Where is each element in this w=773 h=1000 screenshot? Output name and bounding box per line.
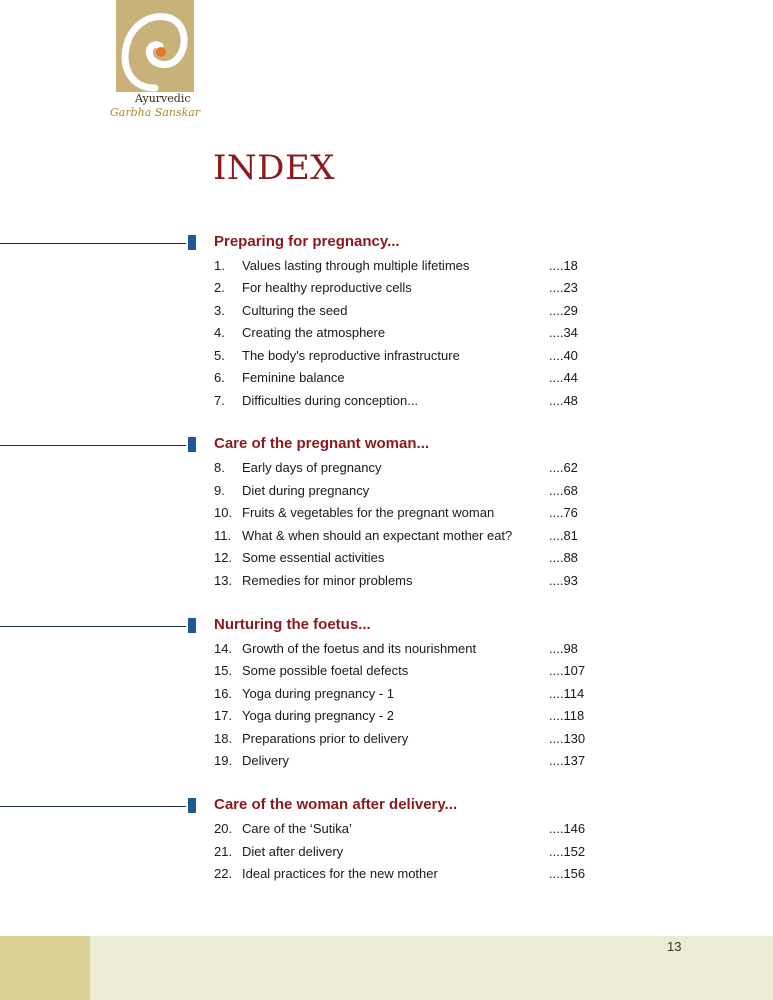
section-heading: Nurturing the foetus... xyxy=(214,616,371,633)
index-entry[interactable] xyxy=(0,370,773,392)
index-entry[interactable] xyxy=(0,573,773,595)
index-entry[interactable] xyxy=(0,258,773,280)
entry-page: ....34 xyxy=(549,325,578,340)
entry-title: Yoga during pregnancy - 1 xyxy=(242,686,395,701)
index-entry[interactable] xyxy=(0,393,773,415)
index-entry[interactable] xyxy=(0,731,773,753)
entry-title: Care of the ‘Sutika’ xyxy=(242,821,352,836)
page-title: INDEX xyxy=(213,148,335,188)
entry-page: ....93 xyxy=(549,573,578,588)
entry-title: Delivery xyxy=(242,753,289,768)
index-entry[interactable] xyxy=(0,753,773,775)
entry-number: 13. xyxy=(214,573,233,588)
entry-page: ....114 xyxy=(549,686,585,701)
entry-number: 5. xyxy=(214,348,225,363)
entry-title: For healthy reproductive cells xyxy=(242,280,412,295)
section-marker xyxy=(188,618,196,633)
entry-number: 22. xyxy=(214,866,233,881)
entry-title: Ideal practices for the new mother xyxy=(242,866,438,881)
entry-title: Creating the atmosphere xyxy=(242,325,386,340)
index-entry[interactable] xyxy=(0,821,773,843)
index-entry[interactable] xyxy=(0,528,773,550)
footer-band xyxy=(0,936,773,1000)
entry-title: Preparations prior to delivery xyxy=(242,731,409,746)
section-rule xyxy=(0,243,186,244)
footer-accent-block xyxy=(0,936,90,1000)
logo-text-line1: Ayurvedic xyxy=(135,92,191,105)
entry-number: 3. xyxy=(214,303,225,318)
entry-title: Feminine balance xyxy=(242,370,345,385)
entry-title: Diet during pregnancy xyxy=(242,483,370,498)
entry-page: ....29 xyxy=(549,303,578,318)
entry-page: ....88 xyxy=(549,550,578,565)
entry-page: ....48 xyxy=(549,393,578,408)
logo-text-line2: Garbha Sanskar xyxy=(110,106,201,119)
index-entry[interactable] xyxy=(0,708,773,730)
entry-title: Culturing the seed xyxy=(242,303,348,318)
entry-number: 21. xyxy=(214,844,233,859)
index-entry[interactable] xyxy=(0,325,773,347)
entry-page: ....18 xyxy=(549,258,578,273)
entry-page: ....23 xyxy=(549,280,578,295)
entry-number: 17. xyxy=(214,708,233,723)
entry-title: Growth of the foetus and its nourishment xyxy=(242,641,477,656)
section-heading: Preparing for pregnancy... xyxy=(214,233,400,250)
index-entry[interactable] xyxy=(0,303,773,325)
entry-title: Diet after delivery xyxy=(242,844,344,859)
entry-number: 14. xyxy=(214,641,233,656)
section-rule xyxy=(0,806,186,807)
index-entry[interactable] xyxy=(0,686,773,708)
entry-page: ....107 xyxy=(549,663,586,678)
entry-title: What & when should an expectant mother eat? xyxy=(242,528,513,543)
entry-title: Some possible foetal defects xyxy=(242,663,409,678)
index-entry[interactable] xyxy=(0,866,773,888)
entry-page: ....62 xyxy=(549,460,578,475)
section-marker xyxy=(188,437,196,452)
entry-page: ....76 xyxy=(549,505,578,520)
logo xyxy=(108,0,203,130)
entry-number: 18. xyxy=(214,731,233,746)
entry-page: ....44 xyxy=(549,370,578,385)
entry-number: 10. xyxy=(214,505,233,520)
entry-title: Yoga during pregnancy - 2 xyxy=(242,708,395,723)
entry-page: ....152 xyxy=(549,844,586,859)
section-rule xyxy=(0,445,186,446)
entry-number: 8. xyxy=(214,460,225,475)
entry-number: 1. xyxy=(214,258,225,273)
entry-number: 19. xyxy=(214,753,233,768)
index-entry[interactable] xyxy=(0,483,773,505)
index-entry[interactable] xyxy=(0,280,773,302)
index-entry[interactable] xyxy=(0,550,773,572)
entry-number: 9. xyxy=(214,483,225,498)
section-rule xyxy=(0,626,186,627)
entry-page: ....40 xyxy=(549,348,578,363)
index-entry[interactable] xyxy=(0,348,773,370)
index-entry[interactable] xyxy=(0,844,773,866)
entry-title: Values lasting through multiple lifetimes xyxy=(242,258,470,273)
entry-number: 20. xyxy=(214,821,233,836)
index-entry[interactable] xyxy=(0,505,773,527)
entry-page: ....98 xyxy=(549,641,578,656)
entry-page: ....130 xyxy=(549,731,586,746)
entry-title: Fruits & vegetables for the pregnant woman xyxy=(242,505,495,520)
entry-number: 6. xyxy=(214,370,225,385)
section-heading: Care of the woman after delivery... xyxy=(214,796,458,813)
entry-page: ....146 xyxy=(549,821,586,836)
entry-title: Difficulties during conception... xyxy=(242,393,419,408)
entry-number: 2. xyxy=(214,280,225,295)
entry-number: 4. xyxy=(214,325,225,340)
section-marker xyxy=(188,798,196,813)
index-entry[interactable] xyxy=(0,663,773,685)
spiral-logo-icon xyxy=(116,0,194,92)
entry-number: 16. xyxy=(214,686,233,701)
entry-page: ....68 xyxy=(549,483,578,498)
entry-page: ....137 xyxy=(549,753,586,768)
section-heading: Care of the pregnant woman... xyxy=(214,435,430,452)
index-entry[interactable] xyxy=(0,460,773,482)
entry-number: 12. xyxy=(214,550,233,565)
entry-title: Early days of pregnancy xyxy=(242,460,382,475)
entry-title: Some essential activities xyxy=(242,550,385,565)
entry-page: ....118 xyxy=(549,708,585,723)
section-marker xyxy=(188,235,196,250)
entry-page: ....156 xyxy=(549,866,586,881)
entry-title: Remedies for minor problems xyxy=(242,573,413,588)
entry-page: ....81 xyxy=(549,528,578,543)
page-number: 13 xyxy=(667,939,682,954)
entry-title: The body's reproductive infrastructure xyxy=(242,348,460,363)
entry-number: 7. xyxy=(214,393,225,408)
entry-number: 15. xyxy=(214,663,233,678)
index-entry[interactable] xyxy=(0,641,773,663)
entry-number: 11. xyxy=(214,528,232,543)
